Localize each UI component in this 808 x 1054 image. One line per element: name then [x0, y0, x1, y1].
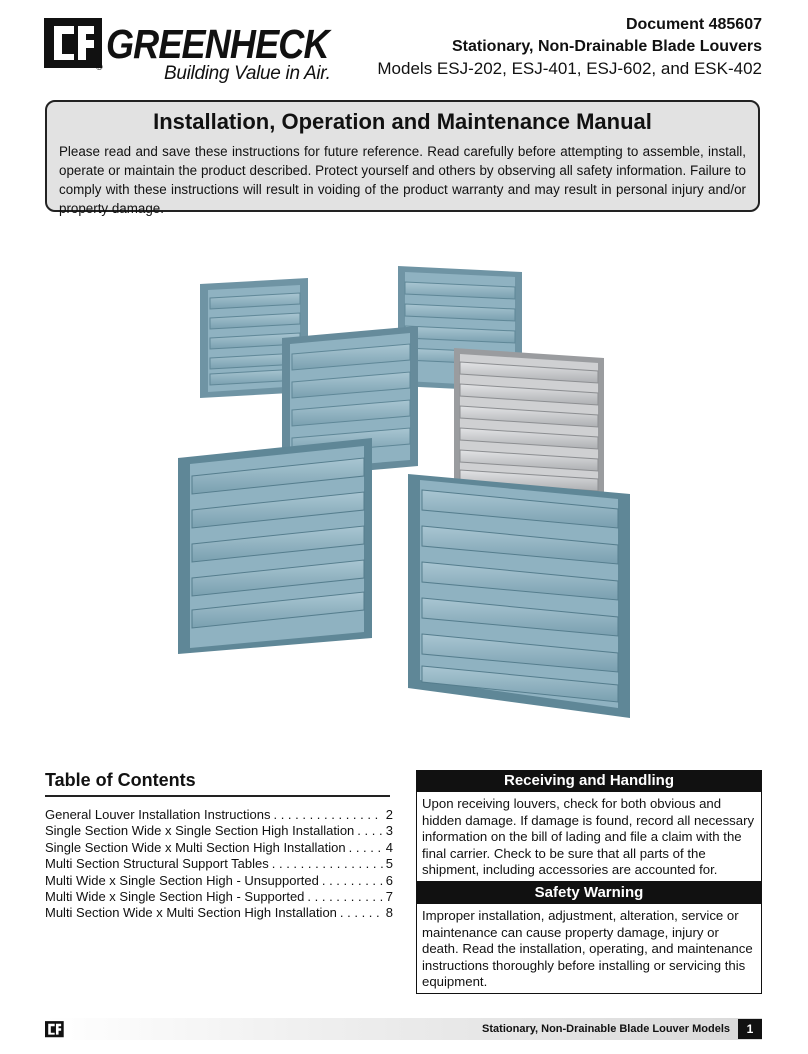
info-panel	[416, 770, 762, 994]
toc-item[interactable]: Multi Wide x Single Section High - Unsupported . . . 6	[45, 873, 393, 889]
greenheck-logo	[44, 18, 334, 86]
louver-front-left	[178, 438, 372, 654]
document-number: Document 485607	[625, 16, 762, 33]
receiving-heading: Receiving and Handling	[416, 770, 762, 792]
toc-list	[45, 807, 393, 922]
louver-silver	[454, 348, 604, 502]
document-title: Stationary, Non-Drainable Blade Louvers	[452, 38, 762, 55]
page-number: 1	[738, 1019, 762, 1039]
manual-heading: Installation, Operation and Maintenance Manual	[153, 109, 652, 134]
brand-tagline: Building Value in Air.	[164, 63, 331, 84]
table-of-contents	[45, 770, 393, 922]
louver-front-right	[408, 474, 630, 718]
toc-item[interactable]: Single Section Wide x Single Section High Installation . . . 3	[45, 823, 393, 839]
toc-heading: Table of Contents	[45, 770, 390, 797]
safety-text: Improper installation, adjustment, alteration, service or maintenance can cause property damage, injury or death. Read the installation, operating, and maintenance instructions thoroughly before installing or servicing this equipment.	[416, 904, 762, 994]
receiving-text: Upon receiving louvers, check for both obvious and hidden damage. If damage is found, record all necessary information on the bill of lading and file a claim with the final carrier. Check to be sure that all parts of the shipment, including accessories are accounted for.	[416, 792, 762, 882]
intro-text: Please read and save these instructions for future reference. Read carefully before attempting to assemble, install, operate or maintain the product described. Protect yourself and others by observing all safety information. Failure to comply with these instructions will result in voiding of the product warranty and may result in personal injury and/or property damage.	[59, 144, 746, 216]
document-info	[377, 14, 762, 80]
toc-item[interactable]: Multi Section Structural Support Tables . . . 5	[45, 856, 393, 872]
document-models: Models ESJ-202, ESJ-401, ESJ-602, and ESK-402	[377, 59, 762, 78]
intro-box	[45, 100, 760, 216]
louver-product-image	[170, 262, 640, 722]
greenheck-footer-icon	[45, 1021, 65, 1038]
safety-heading: Safety Warning	[416, 882, 762, 904]
brand-name: GREENHECK	[106, 21, 329, 67]
toc-item[interactable]: Multi Section Wide x Multi Section High Installation . . . 8	[45, 905, 393, 921]
registered-mark: ®	[96, 62, 103, 72]
toc-item[interactable]: Multi Wide x Single Section High - Supported . . . 7	[45, 889, 393, 905]
toc-item[interactable]: General Louver Installation Instructions . . . 2	[45, 807, 393, 823]
footer-title: Stationary, Non-Drainable Blade Louver Models	[482, 1023, 730, 1035]
toc-item[interactable]: Single Section Wide x Multi Section High Installation . . . 4	[45, 840, 393, 856]
